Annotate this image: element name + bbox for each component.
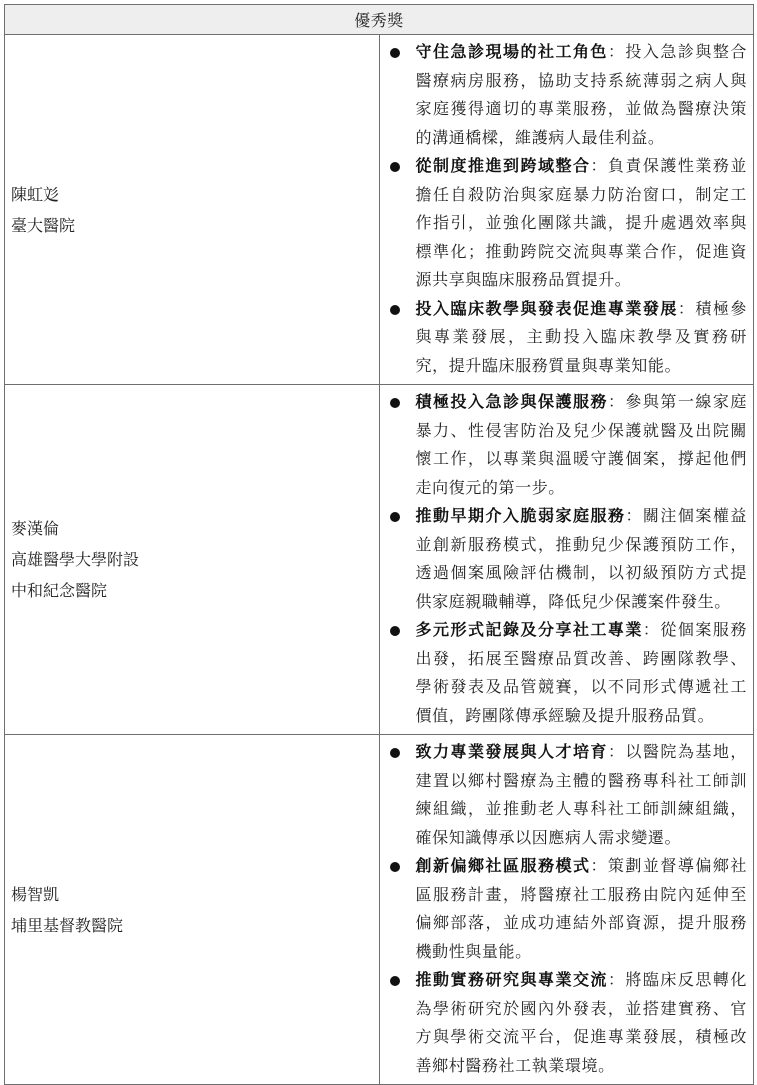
recipient-hospital: 高雄醫學大學附設: [11, 550, 140, 569]
bullet-icon: [390, 162, 400, 172]
recipient-hospital: 埔里基督教醫院: [11, 915, 124, 935]
achievement-text: ：積極參與專業發展，主動投入臨床教學及實務研究，提升臨床服務質量與專業知能。: [415, 298, 747, 375]
achievement-item: [386, 616, 748, 730]
bullet-icon: [390, 626, 400, 636]
achievements-cell: [379, 35, 754, 385]
achievement-list: [386, 388, 748, 730]
achievement-heading: 推動實務研究與專業交流: [415, 970, 608, 989]
bullet-icon: [390, 48, 400, 58]
achievement-heading: 致力專業發展與人才培育: [415, 742, 608, 761]
achievement-text: ：投入急診與整合醫療病房服務，協助支持系統薄弱之病人與家庭獲得適切的專業服務，並做為醫療決策的溝通橋樑，維護病人最佳利益。: [415, 42, 747, 147]
achievements-cell: [379, 385, 754, 735]
award-table: [4, 4, 754, 1085]
achievement-item: [386, 738, 748, 852]
achievement-item: [386, 852, 748, 966]
table-row: [5, 35, 754, 385]
achievement-heading: 推動早期介入脆弱家庭服務: [415, 506, 626, 525]
achievement-heading: 多元形式記錄及分享社工專業: [415, 620, 643, 639]
achievement-text: ：從個案服務出發，拓展至醫療品質改善、跨團隊教學、學術發表及品管競賽，以不同形式傳遞社工價值，跨團隊傳承經驗及提升服務品質。: [415, 620, 747, 725]
recipient-cell: [5, 35, 380, 385]
table-row: [5, 385, 754, 735]
achievement-heading: 積極投入急診與保護服務: [415, 392, 608, 411]
achievement-item: [386, 295, 748, 381]
achievement-list: [386, 738, 748, 1080]
achievement-item: [386, 152, 748, 295]
recipient-cell: [5, 385, 380, 735]
achievement-item: [386, 388, 748, 502]
bullet-icon: [390, 305, 400, 315]
achievement-item: [386, 966, 748, 1080]
achievement-heading: 守住急診現場的社工角色: [415, 42, 608, 61]
achievement-heading: 從制度推進到跨域整合: [415, 156, 591, 175]
table-row: [5, 735, 754, 1085]
recipient-cell: [5, 735, 380, 1085]
achievement-text: ：參與第一線家庭暴力、性侵害防治及兒少保護就醫及出院關懷工作，以專業與溫暖守護個案，撐起他們走向復元的第一步。: [415, 392, 747, 497]
title-row: [5, 5, 754, 35]
achievement-list: [386, 38, 748, 380]
achievement-text: ：以醫院為基地，建置以鄉村醫療為主體的醫務專科社工師訓練組織，並推動老人專科社工師訓練組織，確保知識傳承以因應病人需求變遷。: [415, 742, 747, 847]
recipient-name: 陳虹彣: [11, 184, 60, 204]
achievement-item: [386, 38, 748, 152]
recipient-hospital: 臺大醫院: [11, 215, 76, 235]
achievements-cell: [379, 735, 754, 1085]
bullet-icon: [390, 398, 400, 408]
achievement-text: ：將臨床反思轉化為學術研究於國內外發表，並搭建實務、官方與學術交流平台，促進專業發展，積極改善鄉村醫務社工執業環境。: [415, 970, 747, 1075]
achievement-text: ：策劃並督導偏鄉社區服務計畫，將醫療社工服務由院內延伸至偏鄉部落，並成功連結外部資源，提升服務機動性與量能。: [415, 856, 747, 961]
bullet-icon: [390, 862, 400, 872]
recipient-hospital: 中和紀念醫院: [11, 581, 108, 600]
achievement-text: ：關注個案權益並創新服務模式，推動兒少保護預防工作，透過個案風險評估機制，以初級預防方式提供家庭親職輔導，降低兒少保護案件發生。: [415, 506, 748, 611]
recipient-name: 楊智凱: [11, 884, 60, 904]
bullet-icon: [390, 976, 400, 986]
achievement-heading: 投入臨床教學與發表促進專業發展: [415, 298, 678, 318]
bullet-icon: [390, 512, 400, 522]
achievement-heading: 創新偏鄉社區服務模式: [415, 856, 591, 875]
achievement-text: ：負責保護性業務並擔任自殺防治與家庭暴力防治窗口，制定工作指引，並強化團隊共識，提升處遇效率與標準化；推動跨院交流與專業合作，促進資源共享與臨床服務品質提升。: [415, 156, 747, 289]
achievement-item: [386, 502, 748, 616]
table-title: 優秀獎: [5, 5, 754, 35]
recipient-name: 麥漢倫: [11, 519, 60, 538]
bullet-icon: [390, 748, 400, 758]
